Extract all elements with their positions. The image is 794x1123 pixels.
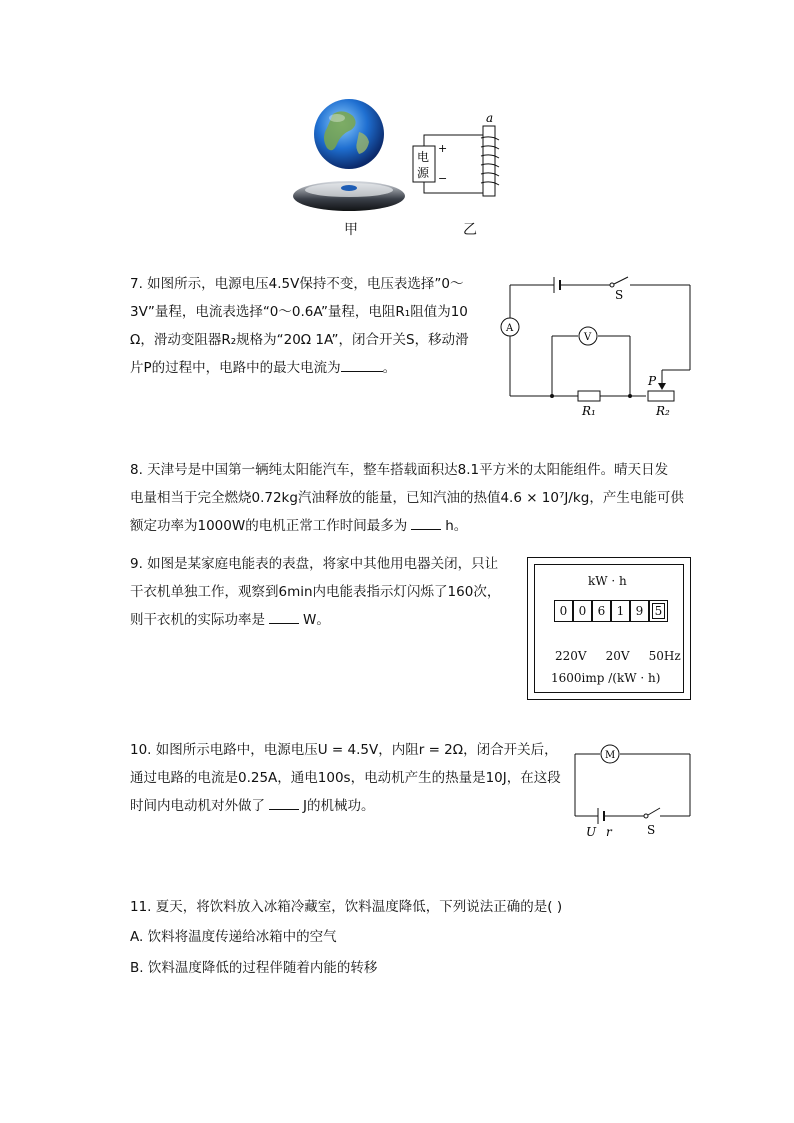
svg-text:a: a <box>486 111 494 125</box>
answer-blank[interactable] <box>341 357 383 372</box>
q7-line-2: 3V”量程，电流表选择“0～0.6A”量程，电阻R₁阻值为10 <box>130 304 468 320</box>
answer-blank[interactable] <box>269 609 299 624</box>
svg-text:V: V <box>584 332 592 343</box>
q10-line-3: 时间内电动机对外做了 J的机械功。 <box>130 792 561 820</box>
svg-text:U: U <box>586 825 597 839</box>
q9-line-1: 9. 如图是某家庭电能表的表盘，将家中其他用电器关闭，只让 <box>130 556 499 572</box>
resistor-r1 <box>578 391 600 401</box>
switch-s <box>648 808 660 815</box>
question-9 <box>130 550 500 634</box>
svg-text:R₁: R₁ <box>582 404 596 418</box>
meter-digit: 0 <box>554 600 573 622</box>
svg-text:A: A <box>506 323 514 334</box>
caption-jia: 甲 <box>344 222 358 238</box>
question-8 <box>130 456 684 540</box>
q8-line-3: 额定功率为1000W的电机正常工作时间最多为 h。 <box>130 512 684 540</box>
meter-unit: kW · h <box>588 574 627 588</box>
meter-imp: 1600imp /(kW · h) <box>551 671 661 685</box>
svg-text:P: P <box>648 374 657 388</box>
q7-line-3: Ω，滑动变阻器R₂规格为“20Ω 1A”，闭合开关S，移动滑 <box>130 332 469 348</box>
answer-blank[interactable] <box>269 795 299 810</box>
svg-text:M: M <box>605 750 616 761</box>
meter-digit: 1 <box>611 600 630 622</box>
svg-text:S: S <box>647 823 656 837</box>
q9-line-3: 则干衣机的实际功率是 W。 <box>130 606 500 634</box>
q10-circuit-diagram <box>568 740 696 840</box>
svg-text:−: − <box>438 172 448 185</box>
question-10 <box>130 736 561 820</box>
figure-levitating-globe <box>285 92 525 217</box>
rheostat-r2 <box>648 391 674 401</box>
switch-s <box>614 277 628 284</box>
q11-option-a[interactable]: A. 饮料将温度传递给冰箱中的空气 <box>130 929 337 945</box>
question-7 <box>130 270 469 382</box>
q7-line-1: 7. 如图所示，电源电压4.5V保持不变，电压表选择”0～ <box>130 276 464 292</box>
energy-meter-panel <box>527 557 691 700</box>
svg-text:S: S <box>615 288 624 302</box>
answer-blank[interactable] <box>411 515 441 530</box>
q8-line-1: 8. 天津号是中国第一辆纯太阳能汽车，整车搭载面积达8.1平方米的太阳能组件。晴天日发 <box>130 462 669 478</box>
question-11-stem: 11. 夏天，将饮料放入冰箱冷藏室，饮料温度降低，下列说法正确的是( ) <box>130 899 563 915</box>
q9-line-2: 干衣机单独工作，观察到6min内电能表指示灯闪烁了160次， <box>130 584 501 600</box>
meter-digit: 0 <box>573 600 592 622</box>
q8-line-2: 电量相当于完全燃烧0.72kg汽油释放的能量，已知汽油的热值4.6 × 10⁷J/kg，产生电能可供 <box>130 490 684 506</box>
svg-text:电: 电 <box>417 150 430 164</box>
q10-line-2: 通过电路的电流是0.25A，通电100s，电动机产生的热量是10J，在这段 <box>130 770 561 786</box>
svg-text:r: r <box>606 825 612 839</box>
q7-line-4: 片P的过程中，电路中的最大电流为 。 <box>130 354 469 382</box>
caption-yi: 乙 <box>463 222 477 238</box>
q10-line-1: 10. 如图所示电路中，电源电压U = 4.5V，内阻r = 2Ω，闭合开关后， <box>130 742 558 758</box>
q7-circuit-diagram <box>496 270 696 422</box>
meter-digit-decimal: 5 <box>649 600 668 622</box>
meter-digit: 9 <box>630 600 649 622</box>
svg-text:+: + <box>438 142 448 155</box>
meter-digit: 6 <box>592 600 611 622</box>
svg-text:R₂: R₂ <box>656 404 670 418</box>
meter-rating: 220V 20V 50Hz <box>555 649 681 663</box>
q11-option-b[interactable]: B. 饮料温度降低的过程伴随着内能的转移 <box>130 960 378 976</box>
svg-text:源: 源 <box>417 166 430 180</box>
